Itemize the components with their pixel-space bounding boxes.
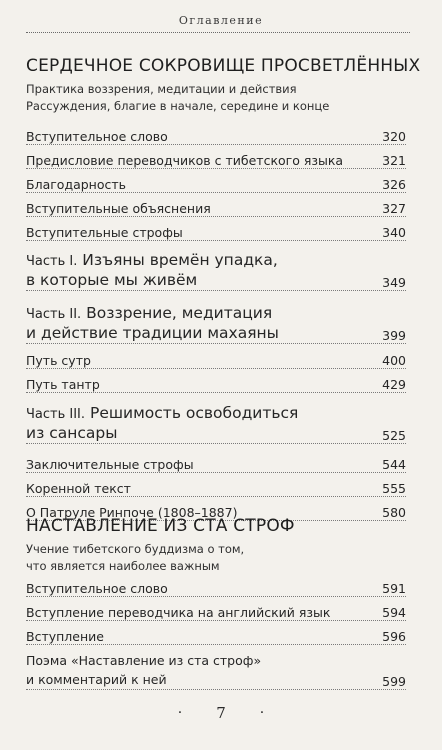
- toc-entry-label: Вступление: [26, 629, 104, 644]
- section1-subtitles: [26, 81, 406, 115]
- toc-part-label: [26, 404, 298, 443]
- toc-list: [26, 124, 406, 521]
- section2-subtitles: [26, 541, 406, 575]
- toc-entry-label: Вступительные объяснения: [26, 201, 211, 216]
- running-head: Оглавление: [178, 14, 264, 27]
- toc-entry-page: 596: [382, 629, 406, 644]
- toc-part-1[interactable]: [26, 244, 406, 291]
- section-heart-treasure: [26, 56, 421, 76]
- toc-entry[interactable]: [26, 169, 406, 193]
- section-subtitle: Учение тибетского буддизма о том,: [26, 542, 245, 556]
- page-number: [0, 704, 442, 722]
- toc-entry-page: 429: [382, 377, 406, 392]
- toc-entry-page: 400: [382, 353, 406, 368]
- part-number: Часть III.: [26, 407, 86, 422]
- folio-dot-icon: ·: [177, 705, 183, 721]
- toc-entry-page: 544: [382, 457, 406, 472]
- section-subtitle: Рассуждения, благие в начале, середине и конце: [26, 99, 330, 113]
- section-title: НАСТАВЛЕНИЕ ИЗ СТА СТРОФ: [26, 516, 295, 536]
- toc-entry-label: Путь сутр: [26, 353, 91, 368]
- toc-entry-page: 327: [382, 201, 406, 216]
- folio-number: 7: [216, 704, 226, 722]
- section-subtitle: Практика воззрения, медитации и действия: [26, 82, 297, 96]
- toc-entry-label: Заключительные строфы: [26, 457, 194, 472]
- toc-entry-label: Вступительное слово: [26, 129, 168, 144]
- toc-entry-label: Вступление переводчика на английский язык: [26, 605, 331, 620]
- section-title: СЕРДЕЧНОЕ СОКРОВИЩЕ ПРОСВЕТЛЁННЫХ: [26, 56, 421, 76]
- toc-entry[interactable]: [26, 572, 406, 597]
- toc-entry[interactable]: [26, 124, 406, 145]
- toc-entry[interactable]: [26, 344, 406, 369]
- section-hundred-verses: [26, 516, 406, 536]
- part-title-line: Решимость освободиться: [89, 404, 299, 422]
- part-title-line: в которые мы живём: [26, 271, 198, 289]
- toc-entry-page: 340: [382, 225, 406, 240]
- part-number: Часть II.: [26, 307, 82, 322]
- part-title-line: Изъяны времён упадка,: [82, 251, 278, 269]
- toc-entry[interactable]: [26, 369, 406, 393]
- toc-entry-page: 594: [382, 605, 406, 620]
- toc-entry-page: 591: [382, 581, 406, 596]
- toc-entry-label: Вступительное слово: [26, 581, 168, 596]
- toc-entry[interactable]: [26, 193, 406, 217]
- section-subtitle: что является наиболее важным: [26, 559, 220, 573]
- toc-entry-label: Путь тантр: [26, 377, 100, 392]
- entry-line: и комментарий к ней: [26, 672, 167, 687]
- toc-entry[interactable]: [26, 597, 406, 621]
- toc-entry[interactable]: [26, 217, 406, 241]
- toc-entry[interactable]: [26, 452, 406, 473]
- toc-entry-label: Коренной текст: [26, 481, 131, 496]
- entry-line: Поэма «Наставление из ста строф»: [26, 653, 262, 668]
- toc-entry-page: 599: [382, 674, 406, 689]
- toc-part-label: [26, 304, 279, 343]
- folio-dot-icon: ·: [259, 705, 265, 721]
- toc-part-3[interactable]: [26, 397, 406, 444]
- toc-entry-page: 321: [382, 153, 406, 168]
- toc-entry-poem[interactable]: [26, 645, 406, 690]
- toc-entry-page: 555: [382, 481, 406, 496]
- toc-entry[interactable]: [26, 621, 406, 645]
- toc-part-label: [26, 251, 278, 290]
- toc-entry-label: Благодарность: [26, 177, 127, 192]
- toc-entry-label: О Патруле Ринпоче (1808–1887): [26, 505, 238, 520]
- toc-entry-page: 525: [382, 428, 406, 443]
- part-number: Часть I.: [26, 254, 78, 269]
- part-title-line: и действие традиции махаяны: [26, 324, 279, 342]
- toc-entry-label: Предисловие переводчиков с тибетского языка: [26, 153, 344, 168]
- toc-entry-page: 580: [382, 505, 406, 520]
- toc-entry-page: 349: [382, 275, 406, 290]
- toc-list-2: [26, 572, 406, 690]
- toc-entry-page: 399: [382, 328, 406, 343]
- part-title-line: Воззрение, медитация: [86, 304, 273, 322]
- toc-entry-label: Вступительные строфы: [26, 225, 183, 240]
- toc-entry-page: 320: [382, 129, 406, 144]
- toc-entry[interactable]: [26, 145, 406, 169]
- toc-part-2[interactable]: [26, 297, 406, 344]
- header-rule: [26, 32, 410, 33]
- part-title-line: из сансары: [26, 424, 118, 442]
- toc-entry[interactable]: [26, 473, 406, 497]
- toc-entry-label: [26, 651, 261, 689]
- toc-entry-page: 326: [382, 177, 406, 192]
